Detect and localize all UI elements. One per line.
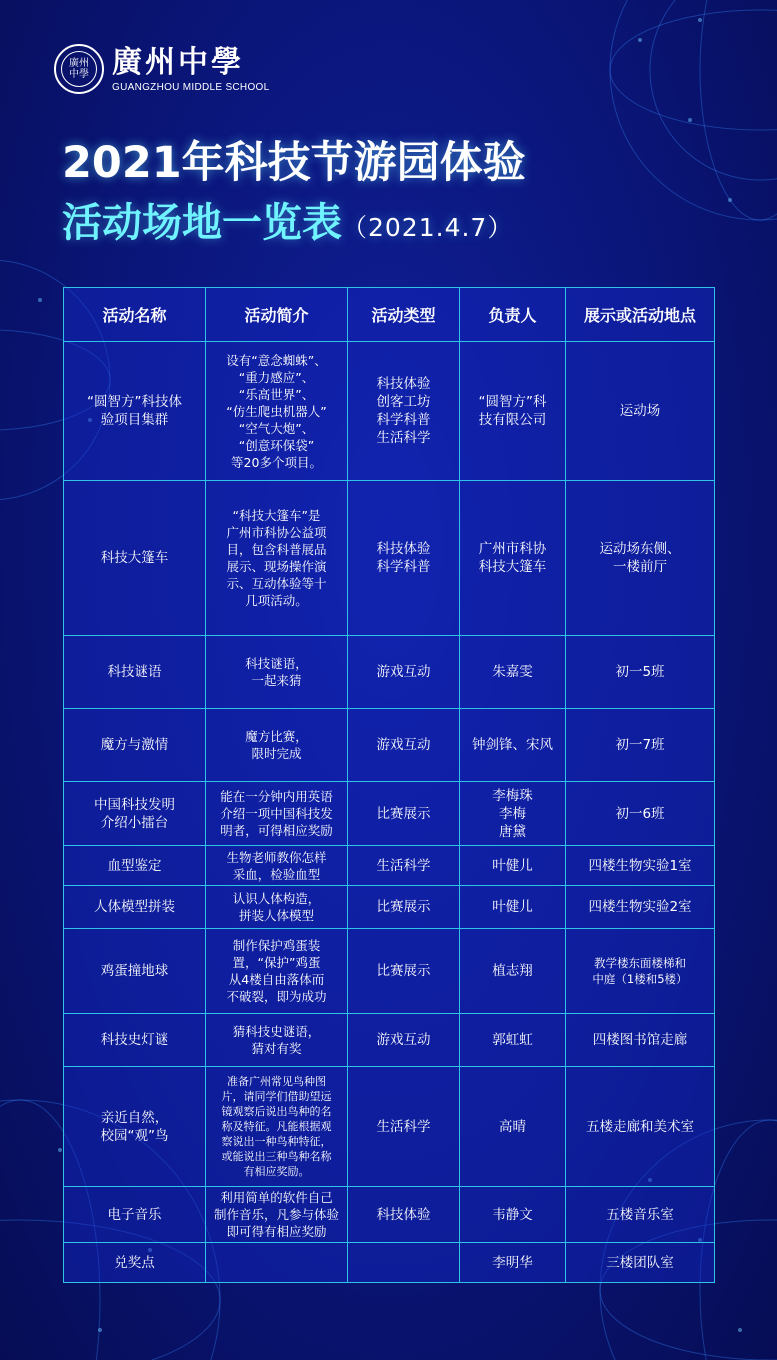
cell-intro: 认识人体构造， 拼装人体模型 (206, 886, 348, 929)
header-location: 展示或活动地点 (566, 288, 715, 342)
cell-name: 中国科技发明 介绍小擂台 (64, 782, 206, 846)
cell-type: 生活科学 (348, 1067, 460, 1187)
cell-name: 科技谜语 (64, 636, 206, 709)
cell-name: 电子音乐 (64, 1187, 206, 1243)
cell-intro: 魔方比赛， 限时完成 (206, 709, 348, 782)
cell-type: 科技体验 (348, 1187, 460, 1243)
cell-type: 游戏互动 (348, 636, 460, 709)
title-line2-text: 活动场地一览表 (62, 200, 342, 246)
cell-person: 植志翔 (460, 929, 566, 1014)
cell-intro: 利用简单的软件自己 制作音乐，凡参与体验 即可得有相应奖励 (206, 1187, 348, 1243)
cell-name: 鸡蛋撞地球 (64, 929, 206, 1014)
cell-intro: 猜科技史谜语， 猜对有奖 (206, 1014, 348, 1067)
cell-person: 朱嘉雯 (460, 636, 566, 709)
table-row (64, 782, 715, 846)
table-row (64, 929, 715, 1014)
cell-intro: 制作保护鸡蛋装 置，“保护”鸡蛋 从4楼自由落体而 不破裂，即为成功 (206, 929, 348, 1014)
header-activity-intro: 活动简介 (206, 288, 348, 342)
cell-place: 初一7班 (566, 709, 715, 782)
table-row (64, 342, 715, 481)
cell-person: 叶健儿 (460, 846, 566, 886)
cell-intro (206, 1243, 348, 1283)
cell-type: 科技体验 科学科普 (348, 481, 460, 636)
cell-place: 教学楼东面楼梯和 中庭（1楼和5楼） (566, 929, 715, 1014)
cell-name: 血型鉴定 (64, 846, 206, 886)
table-row (64, 1187, 715, 1243)
cell-person: 韦静文 (460, 1187, 566, 1243)
cell-person: 李梅珠 李梅 唐黛 (460, 782, 566, 846)
cell-name: 兑奖点 (64, 1243, 206, 1283)
table-header-row (64, 288, 715, 342)
header-activity-type: 活动类型 (348, 288, 460, 342)
cell-person: “圆智方”科 技有限公司 (460, 342, 566, 481)
cell-type: 比赛展示 (348, 929, 460, 1014)
cell-type: 比赛展示 (348, 886, 460, 929)
cell-place: 运动场东侧、 一楼前厅 (566, 481, 715, 636)
cell-name: 科技史灯谜 (64, 1014, 206, 1067)
cell-place: 初一6班 (566, 782, 715, 846)
cell-name: “圆智方”科技体 验项目集群 (64, 342, 206, 481)
school-logo (54, 44, 269, 94)
cell-type: 科技体验 创客工坊 科学科普 生活科学 (348, 342, 460, 481)
table-row (64, 846, 715, 886)
cell-type: 游戏互动 (348, 709, 460, 782)
cell-intro: 生物老师教你怎样 采血，检验血型 (206, 846, 348, 886)
header-activity-name: 活动名称 (64, 288, 206, 342)
school-name-cn: 廣州中學 (112, 44, 244, 80)
cell-intro: 能在一分钟内用英语 介绍一项中国科技发 明者，可得相应奖励 (206, 782, 348, 846)
cell-type: 游戏互动 (348, 1014, 460, 1067)
cell-type: 生活科学 (348, 846, 460, 886)
cell-place: 五楼走廊和美术室 (566, 1067, 715, 1187)
seal-text: 廣州 中學 (61, 51, 97, 87)
cell-person: 李明华 (460, 1243, 566, 1283)
cell-intro: 设有“意念蜘蛛”、 “重力感应”、 “乐高世界”、 “仿生爬虫机器人” “空气大炮”、 “创意环保袋” 等20多个项目。 (206, 342, 348, 481)
cell-person: 钟剑锋、宋风 (460, 709, 566, 782)
table-row (64, 886, 715, 929)
cell-person: 郭虹虹 (460, 1014, 566, 1067)
cell-place: 三楼团队室 (566, 1243, 715, 1283)
page-title-line2 (62, 196, 762, 255)
cell-intro: 准备广州常见鸟种图 片，请同学们借助望远 镜观察后说出鸟种的名 称及特征。凡能根据观 察说出一种鸟种特征， 或能说出三种鸟种名称 有相应奖励。 (206, 1067, 348, 1187)
cell-place: 初一5班 (566, 636, 715, 709)
title-date: （2021.4.7） (342, 213, 514, 242)
cell-place: 五楼音乐室 (566, 1187, 715, 1243)
table-row (64, 709, 715, 782)
cell-place: 四楼生物实验1室 (566, 846, 715, 886)
table-row (64, 481, 715, 636)
school-name-en: GUANGZHOU MIDDLE SCHOOL (112, 81, 270, 93)
table-row (64, 636, 715, 709)
activity-table (63, 287, 715, 1283)
cell-person: 高晴 (460, 1067, 566, 1187)
cell-name: 人体模型拼装 (64, 886, 206, 929)
cell-name: 亲近自然， 校园“观”鸟 (64, 1067, 206, 1187)
cell-place: 四楼图书馆走廊 (566, 1014, 715, 1067)
cell-type: 比赛展示 (348, 782, 460, 846)
cell-place: 运动场 (566, 342, 715, 481)
table-row (64, 1014, 715, 1067)
school-seal-icon (54, 44, 104, 94)
cell-name: 科技大篷车 (64, 481, 206, 636)
cell-person: 广州市科协 科技大篷车 (460, 481, 566, 636)
cell-intro: “科技大篷车”是 广州市科协公益项 目，包含科普展品 展示、现场操作演 示、互动体验等十 几项活动。 (206, 481, 348, 636)
page-title-line1: 2021年科技节游园体验 (62, 138, 526, 188)
cell-type (348, 1243, 460, 1283)
cell-person: 叶健儿 (460, 886, 566, 929)
header-person-in-charge: 负责人 (460, 288, 566, 342)
cell-place: 四楼生物实验2室 (566, 886, 715, 929)
table-row (64, 1067, 715, 1187)
table-row (64, 1243, 715, 1283)
cell-intro: 科技谜语， 一起来猜 (206, 636, 348, 709)
cell-name: 魔方与激情 (64, 709, 206, 782)
